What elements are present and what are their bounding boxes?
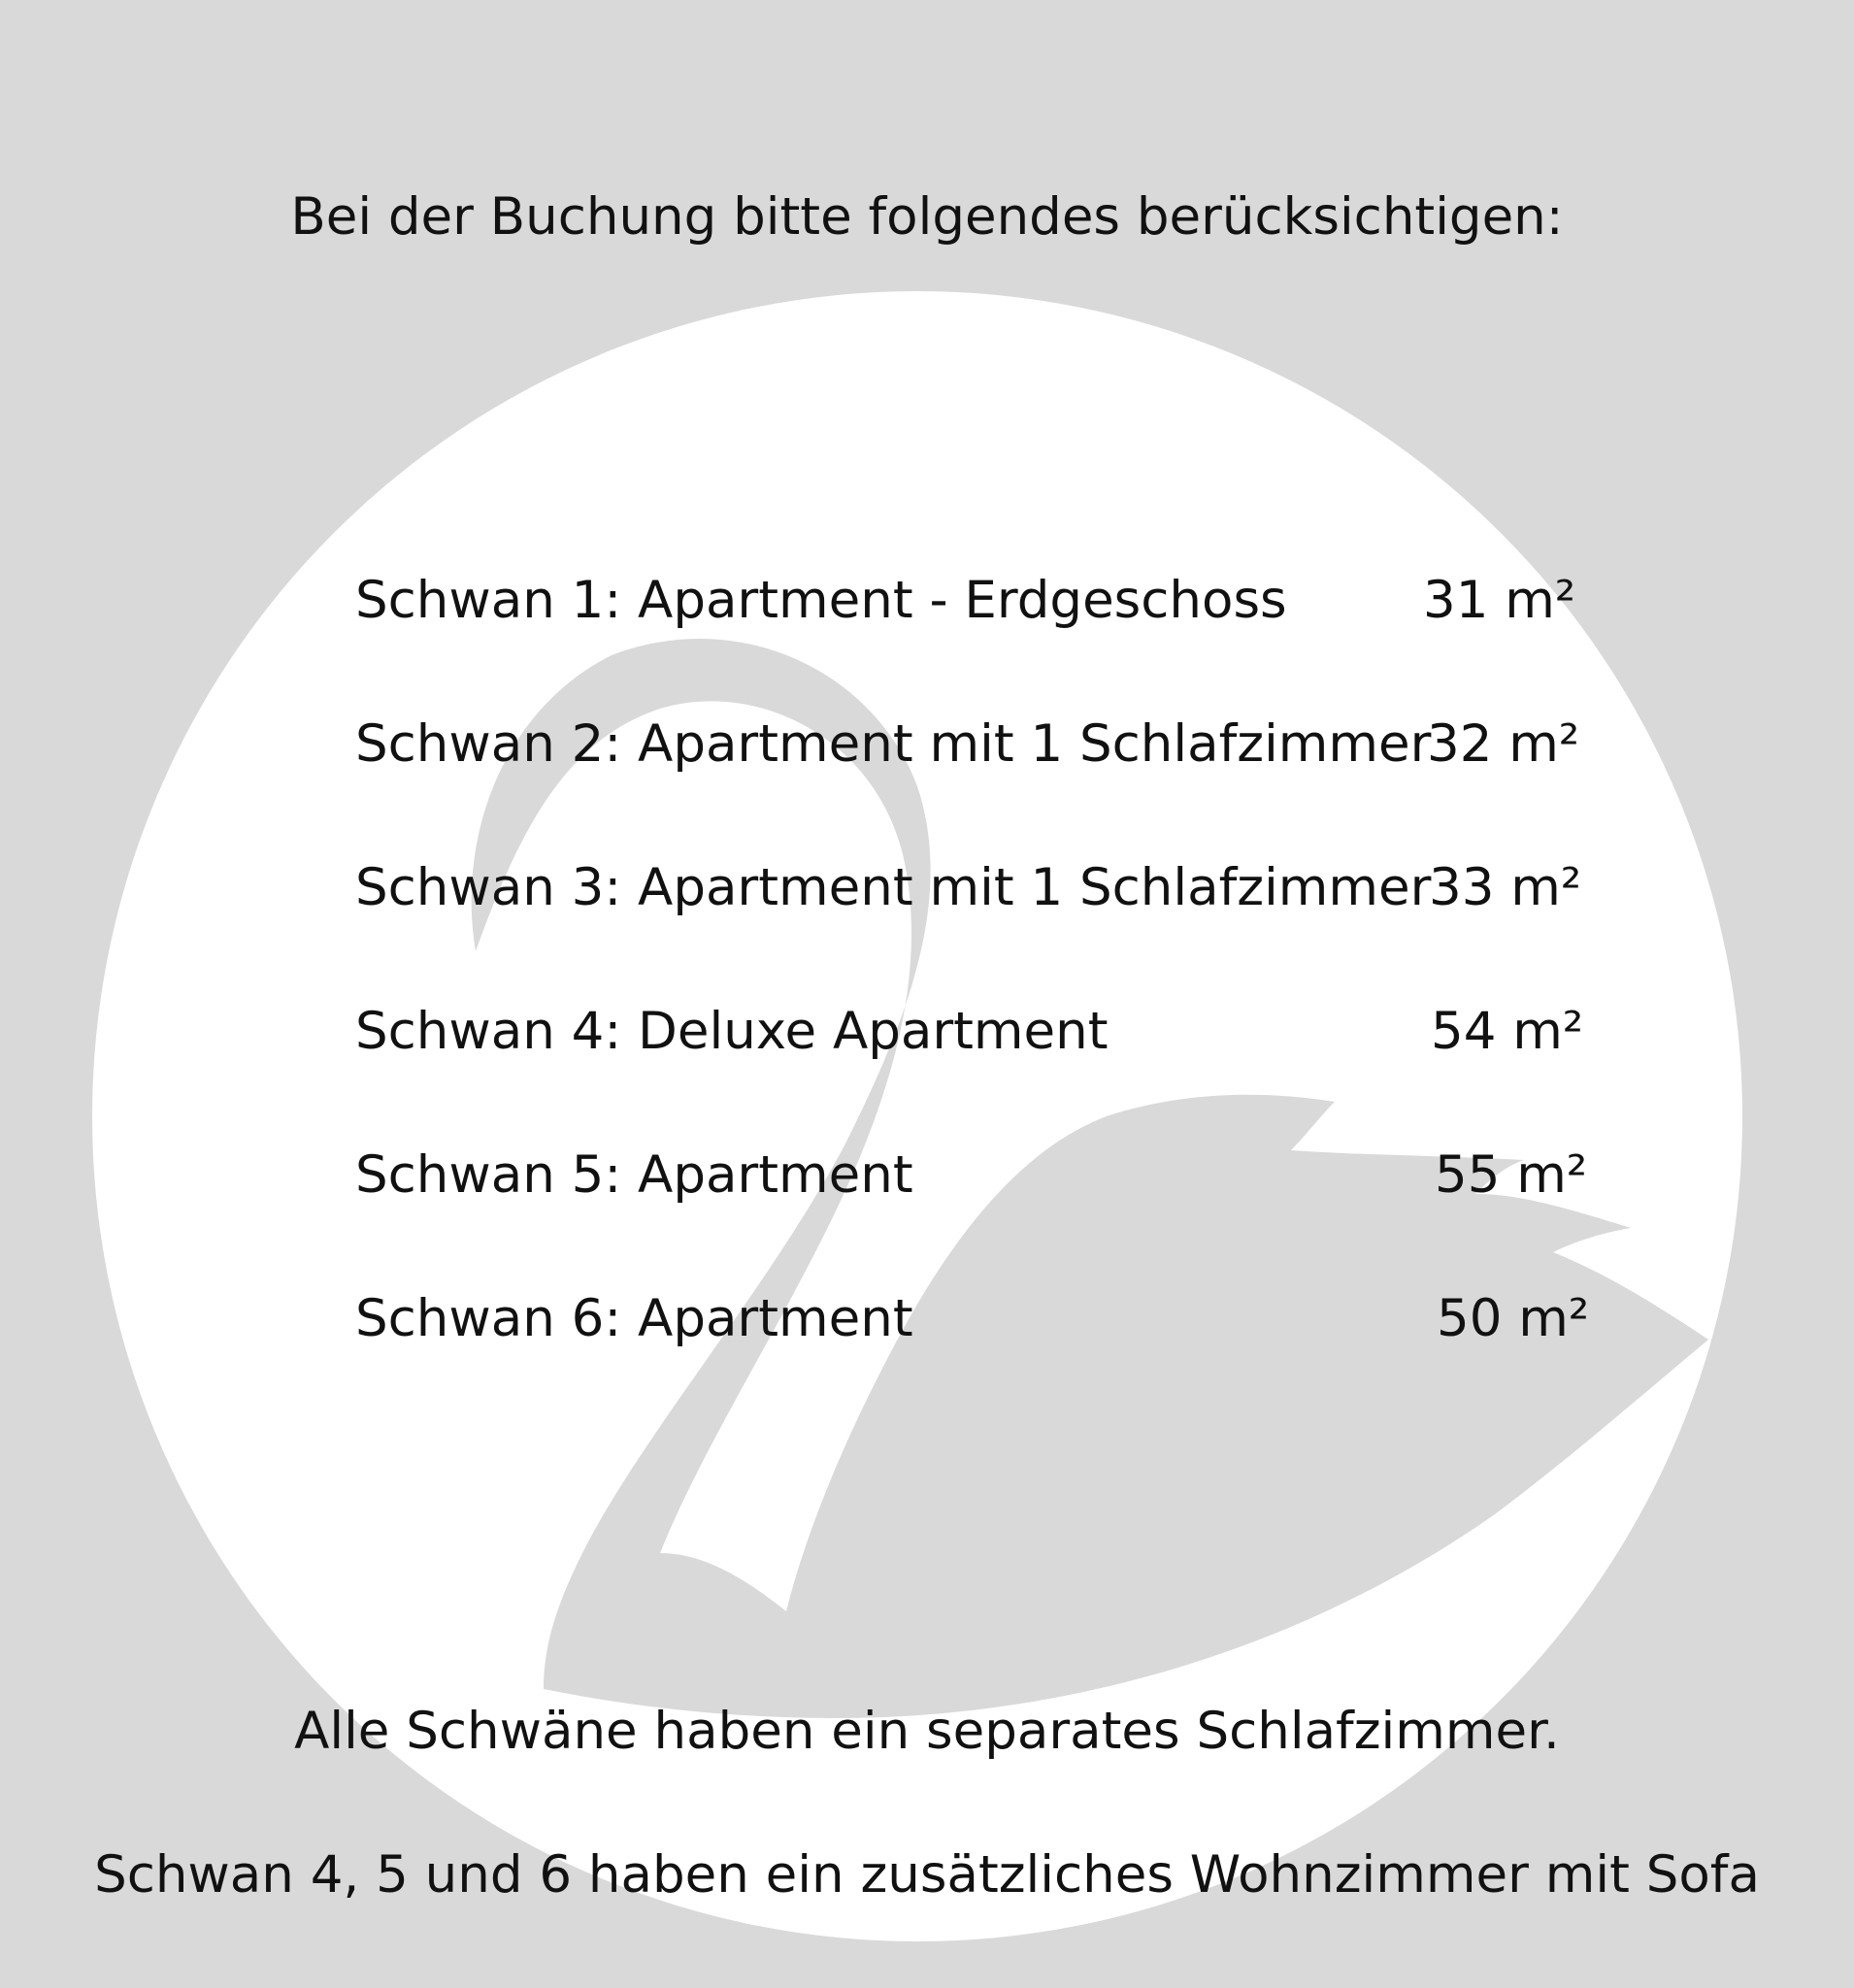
apartment-name: Schwan 6: Apartment	[355, 1289, 913, 1348]
page-heading: Bei der Buchung bitte folgendes berücksichtigen:	[290, 187, 1564, 247]
apartment-name: Schwan 4: Deluxe Apartment	[355, 1002, 1109, 1061]
apartment-size: 33 m²	[1429, 858, 1582, 917]
apartment-name: Schwan 3: Apartment mit 1 Schlafzimmer	[355, 858, 1432, 917]
footer-note-living-room: Schwan 4, 5 und 6 haben ein zusätzliches Wohnzimmer mit Sofa	[94, 1845, 1760, 1905]
apartment-size: 55 m²	[1435, 1145, 1588, 1205]
apartment-name: Schwan 1: Apartment - Erdgeschoss	[355, 571, 1287, 630]
apartment-name: Schwan 2: Apartment mit 1 Schlafzimmer	[355, 714, 1432, 774]
apartment-size: 32 m²	[1427, 714, 1580, 774]
apartment-size: 50 m²	[1437, 1289, 1590, 1348]
apartment-size: 31 m²	[1423, 571, 1576, 630]
apartment-size: 54 m²	[1431, 1002, 1584, 1061]
footer-note-bedroom: Alle Schwäne haben ein separates Schlafzimmer.	[294, 1702, 1560, 1761]
apartment-name: Schwan 5: Apartment	[355, 1145, 913, 1205]
